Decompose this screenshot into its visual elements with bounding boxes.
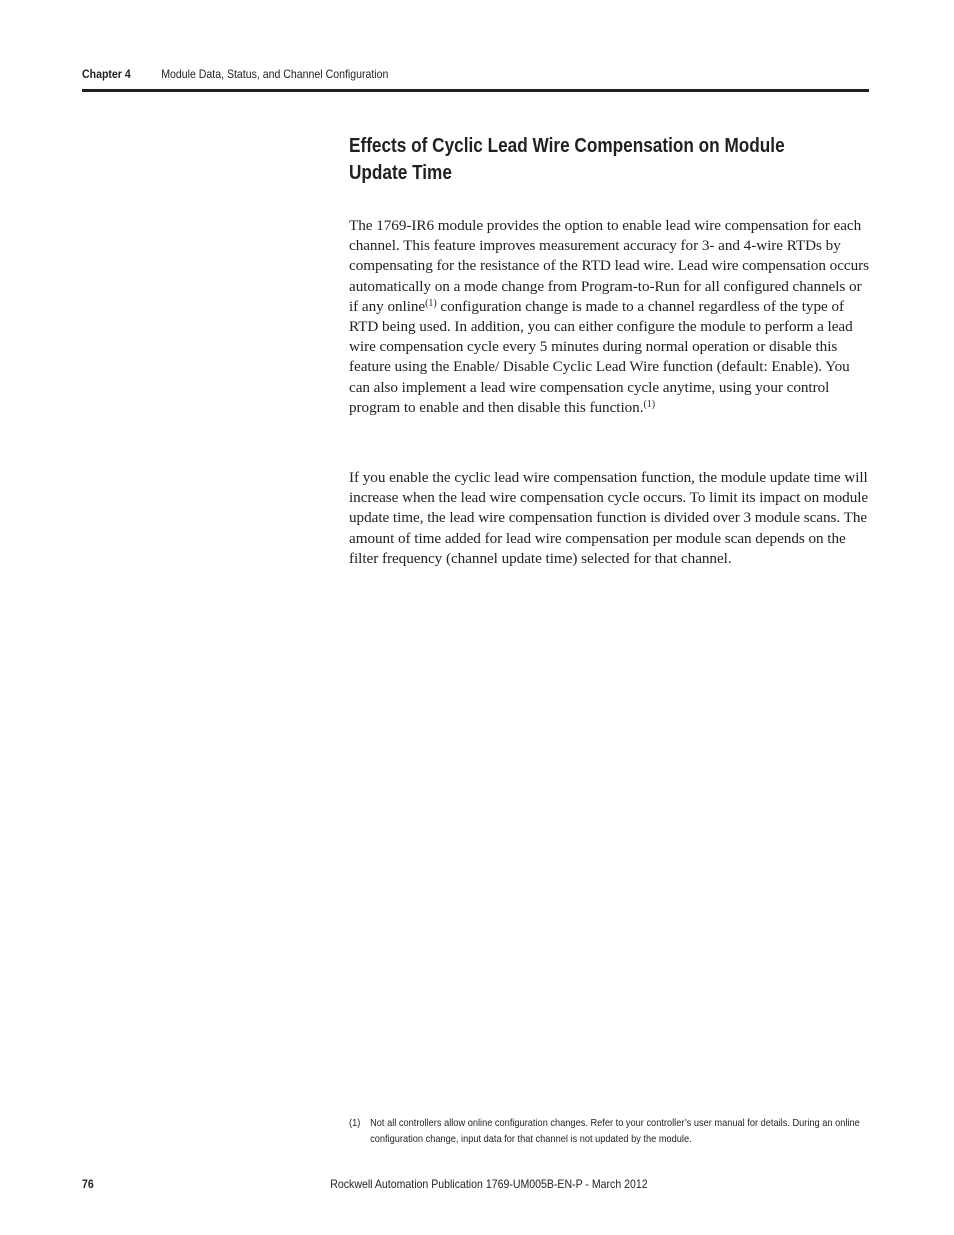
body-paragraph-2: If you enable the cyclic lead wire compensation function, the module update time will increase when the lead wire compensation cycle occurs. To limit its impact on module update time, the lead wire compensation function is divided over 3 module scans. The amount of time added for lead wire compensation per module scan depends on the filter frequency (channel update time) selected for that channel. [349,469,869,567]
footnote-number: (1) [349,1117,361,1129]
section-title: Effects of Cyclic Lead Wire Compensation on Module Update Time [349,135,785,184]
paragraph-1-text-b: configuration change is made to a channel regardless of the type of RTD being used. In addition, you can either configure the module to perform a lead wire compensation cycle every 5 minutes during normal operation or disable this feature using the Enable/ Disable Cyclic Lead Wire function (default: Enable). You can also implement a lead wire compensation cycle anytime, using your control program to enable and then disable this function. [349,297,853,416]
footnote-reference[interactable]: (1) [425,297,437,309]
chapter-title: Module Data, Status, and Channel Configuration [161,67,389,81]
footnote-reference[interactable]: (1) [643,398,655,410]
body-paragraph-1 [349,216,869,418]
page-number: 76 [82,1177,94,1191]
chapter-label: Chapter 4 [82,67,131,81]
publication-info: Rockwell Automation Publication 1769-UM005B-EN-P - March 2012 [330,1177,648,1191]
footnote-text: Not all controllers allow online configuration changes. Refer to your controller’s user manual for details. During an online configuration change, input data for that channel is not updated by the module. [370,1117,860,1145]
running-header [82,66,775,82]
footnote [349,1116,868,1147]
paragraph-1-text-a: The 1769-IR6 module provides the option to enable lead wire compensation for each channel. This feature improves measurement accuracy for 3- and 4-wire RTDs by compensating for the resistance of the RTD lead wire. Lead wire compensation occurs automatically on a mode change from Program-to-Run for all configured channels or if any online [349,217,869,315]
header-rule [82,89,869,92]
